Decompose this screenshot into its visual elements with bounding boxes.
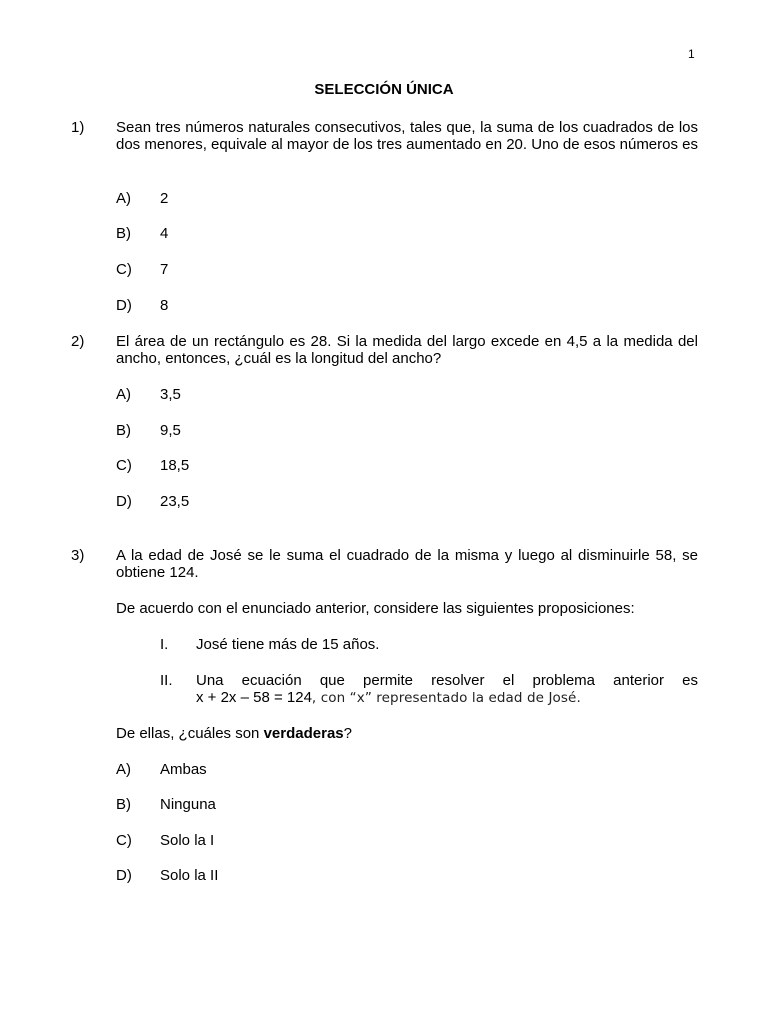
q2-option-a-letter: A) [116,386,131,403]
q3-option-a-value: Ambas [160,761,207,778]
proposition-1-text: José tiene más de 15 años. [196,636,380,653]
question-3-prompt [116,725,698,742]
q2-option-b-value: 9,5 [160,422,181,439]
q3-option-d-letter: D) [116,867,132,884]
proposition-2-line2 [196,689,698,707]
q1-option-a-letter: A) [116,190,131,207]
proposition-2-numeral: II. [160,672,173,689]
prompt-bold-word: verdaderas [263,725,344,742]
q2-option-b-letter: B) [116,422,131,439]
q2-option-c-value: 18,5 [160,457,190,474]
page-number: 1 [688,47,695,61]
prompt-suffix: ? [343,725,352,742]
prompt-prefix: De ellas, ¿cuáles son [116,725,264,742]
q2-option-d-value: 23,5 [160,493,190,510]
question-2-text: El área de un rectángulo es 28. Si la medida del largo excede en 4,5 a la medida del ancho, entonces, ¿cuál es la longitud del ancho? [116,333,698,367]
q3-option-c-letter: C) [116,832,132,849]
question-1-number: 1) [71,119,85,136]
proposition-1-numeral: I. [160,636,169,653]
section-title: SELECCIÓN ÚNICA [314,81,454,98]
q3-option-a-letter: A) [116,761,131,778]
q2-option-a-value: 3,5 [160,386,181,403]
question-3-number: 3) [71,547,85,564]
q3-option-d-value: Solo la II [160,867,219,884]
question-3-text: A la edad de José se le suma el cuadrado de la misma y luego al disminuirle 58, se obtiene 124. [116,547,698,581]
equation: x + 2x – 58 = 124 [196,689,312,706]
equation-note: , con “x” representado la edad de José. [311,690,581,706]
q2-option-c-letter: C) [116,457,132,474]
question-2-number: 2) [71,333,85,350]
q1-option-d-value: 8 [160,297,169,314]
proposition-2-line1: Una ecuación que permite resolver el problema anterior es [196,672,698,689]
q3-option-c-value: Solo la I [160,832,215,849]
q1-option-d-letter: D) [116,297,132,314]
q1-option-c-letter: C) [116,261,132,278]
q3-option-b-letter: B) [116,796,131,813]
q2-option-d-letter: D) [116,493,132,510]
q1-option-c-value: 7 [160,261,169,278]
q3-option-b-value: Ninguna [160,796,216,813]
q1-option-a-value: 2 [160,190,169,207]
question-1-text: Sean tres números naturales consecutivos, tales que, la suma de los cuadrados de los dos menores, equivale al mayor de los tres aumentado en 20. Uno de esos números es [116,119,698,153]
q1-option-b-letter: B) [116,225,131,242]
question-3-intro: De acuerdo con el enunciado anterior, considere las siguientes proposiciones: [116,600,635,617]
q1-option-b-value: 4 [160,225,169,242]
